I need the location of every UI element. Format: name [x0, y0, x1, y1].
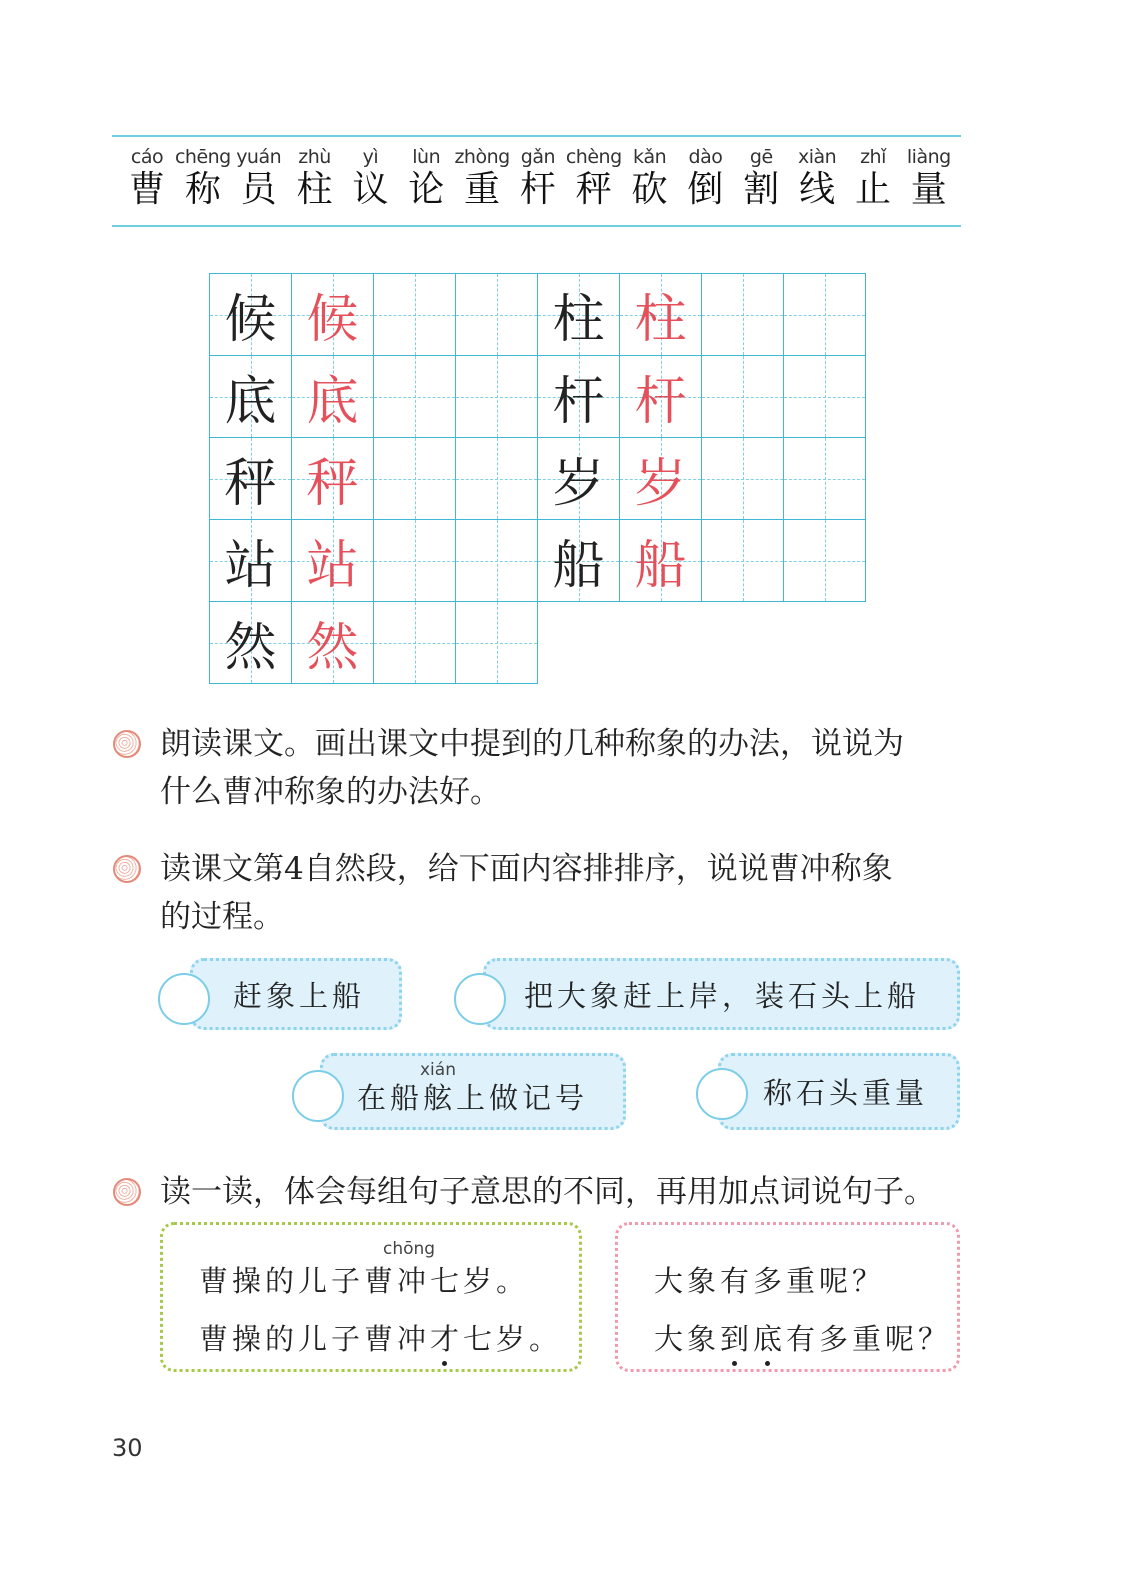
pinyin: xiàn: [798, 146, 837, 168]
model-character: 杆: [552, 372, 605, 432]
dotted-char: 底: [753, 1322, 787, 1356]
writing-cell: [292, 602, 374, 684]
hanzi: 倒: [687, 169, 724, 210]
option-text: 在船舷上做记号: [357, 1081, 589, 1115]
vocab-word: [734, 146, 788, 212]
option-text: 把大象赶上岸，装石头上船: [524, 978, 921, 1013]
writing-cell: [292, 274, 374, 356]
option-card: [483, 958, 960, 1030]
vocab-word: [288, 146, 342, 212]
writing-cell: [784, 274, 866, 356]
question-2-line-1: 读课文第4自然段，给下面内容排排序，说说曹冲称象: [160, 851, 893, 887]
writing-cell: [210, 520, 292, 602]
writing-cell: [702, 520, 784, 602]
writing-cell: [210, 602, 292, 684]
question-1-line-2: 什么曹冲称象的办法好。: [160, 774, 501, 810]
pinyin: yì: [362, 146, 379, 168]
option-text: 赶象上船: [233, 978, 366, 1013]
writing-cell: [784, 520, 866, 602]
vocab-word: [790, 146, 844, 212]
pinyin: chēng: [174, 146, 231, 168]
vocab-word: [232, 146, 286, 212]
writing-cell: [538, 438, 620, 520]
writing-cell: [456, 356, 538, 438]
hanzi: 论: [408, 169, 445, 210]
page-number: 30: [112, 1434, 143, 1462]
model-character: 船: [552, 536, 605, 596]
question-1-line-1: 朗读课文。画出课文中提到的几种称象的办法，说说为: [160, 726, 904, 762]
vocab-word: [511, 146, 565, 212]
trace-character: 候: [306, 290, 359, 350]
option-card: [718, 1053, 960, 1130]
pinyin: gē: [749, 146, 773, 168]
dotted-word: [720, 1322, 786, 1356]
writing-cell: [456, 274, 538, 356]
option-card: [190, 958, 402, 1030]
divider-bottom: [112, 225, 961, 227]
hanzi: 止: [854, 169, 891, 210]
sentence-part: 有多重呢？: [786, 1322, 952, 1356]
sentence-part: 曹操的儿子曹冲: [199, 1322, 431, 1356]
writing-cell: [620, 438, 702, 520]
vocab-word: [120, 146, 174, 212]
seal-bullet-icon: [113, 1178, 141, 1206]
writing-cell: [456, 602, 538, 684]
vocab-word: [846, 146, 900, 212]
sentence: 曹操的儿子曹冲七岁。: [199, 1264, 530, 1298]
sentence: [199, 1317, 562, 1358]
hanzi: 员: [240, 169, 277, 210]
model-character: 底: [224, 372, 277, 432]
order-circle-input[interactable]: [454, 973, 506, 1025]
pinyin-annotation: xián: [420, 1060, 456, 1080]
vocab-word: [455, 146, 509, 212]
hanzi: 曹: [128, 169, 165, 210]
question-3: [160, 1168, 970, 1216]
writing-cell: [538, 274, 620, 356]
trace-character: 杆: [634, 372, 687, 432]
writing-cell: [210, 356, 292, 438]
writing-cell: [538, 356, 620, 438]
vocab-word: [902, 146, 956, 212]
sentence-box-2: [615, 1222, 960, 1372]
question-3-line-1: 读一读，体会每组句子意思的不同，再用加点词说句子。: [160, 1174, 935, 1210]
model-character: 岁: [552, 454, 605, 514]
model-character: 柱: [552, 290, 605, 350]
writing-cell: [292, 520, 374, 602]
trace-character: 柱: [634, 290, 687, 350]
option-text: 称石头重量: [763, 1076, 929, 1110]
trace-character: 然: [306, 618, 359, 678]
order-circle-input[interactable]: [696, 1068, 748, 1120]
order-circle-input[interactable]: [158, 973, 210, 1025]
vocab-word: [623, 146, 677, 212]
model-character: 候: [224, 290, 277, 350]
vocab-word: [678, 146, 732, 212]
question-2-line-2: 的过程。: [160, 899, 284, 935]
hanzi: 量: [910, 169, 947, 210]
writing-cell: [210, 274, 292, 356]
pinyin: dào: [688, 146, 723, 168]
writing-cell: [620, 520, 702, 602]
trace-character: 船: [634, 536, 687, 596]
pinyin: cáo: [130, 146, 164, 168]
writing-cell: [210, 438, 292, 520]
pinyin: lùn: [412, 146, 441, 168]
writing-cell: [456, 520, 538, 602]
seal-bullet-icon: [113, 730, 141, 758]
writing-cell: [292, 438, 374, 520]
question-2: [160, 845, 970, 941]
hanzi: 议: [352, 169, 389, 210]
writing-cell: [456, 438, 538, 520]
vocab-word: [399, 146, 453, 212]
hanzi: 割: [743, 169, 780, 210]
hanzi: 重: [464, 169, 501, 210]
vocab-word: [567, 146, 621, 212]
model-character: 然: [224, 618, 277, 678]
vocab-word: [343, 146, 397, 212]
pinyin: zhòng: [454, 146, 510, 168]
vocabulary-list: [120, 146, 956, 212]
pinyin: kǎn: [632, 146, 667, 168]
writing-cell: [538, 520, 620, 602]
writing-cell: [620, 274, 702, 356]
hanzi: 秤: [575, 169, 612, 210]
trace-character: 秤: [306, 454, 359, 514]
divider-top: [112, 135, 961, 137]
writing-cell: [374, 602, 456, 684]
pinyin: chèng: [565, 146, 622, 168]
question-1: [160, 720, 970, 816]
model-character: 秤: [224, 454, 277, 514]
writing-cell: [784, 356, 866, 438]
trace-character: 岁: [634, 454, 687, 514]
writing-cell: [374, 274, 456, 356]
hanzi: 杆: [519, 169, 556, 210]
writing-cell: [620, 356, 702, 438]
writing-cell: [702, 438, 784, 520]
writing-cell: [702, 356, 784, 438]
order-circle-input[interactable]: [292, 1070, 344, 1122]
hanzi: 砍: [631, 169, 668, 210]
dotted-char: 到: [720, 1322, 754, 1356]
pinyin: zhù: [298, 146, 331, 168]
sentence-part: 大象: [654, 1322, 721, 1356]
writing-grid-left: [209, 273, 538, 684]
sentence-box-1: [160, 1222, 582, 1372]
option-card: [320, 1053, 626, 1130]
pinyin: liàng: [906, 146, 951, 168]
hanzi: 称: [184, 169, 221, 210]
pinyin: yuán: [236, 146, 282, 168]
writing-cell: [374, 438, 456, 520]
sentence: [654, 1317, 951, 1358]
sentence: 大象有多重呢？: [654, 1264, 886, 1298]
pinyin-annotation: chōng: [383, 1239, 436, 1259]
trace-character: 站: [306, 536, 359, 596]
pinyin: gǎn: [520, 146, 556, 168]
model-character: 站: [224, 536, 277, 596]
writing-grid-right: [537, 273, 866, 602]
trace-character: 底: [306, 372, 359, 432]
writing-cell: [784, 438, 866, 520]
dotted-word: 才: [430, 1322, 464, 1356]
writing-cell: [374, 520, 456, 602]
vocab-word: [176, 146, 230, 212]
writing-cell: [702, 274, 784, 356]
writing-cell: [374, 356, 456, 438]
hanzi: 线: [799, 169, 836, 210]
pinyin: zhǐ: [860, 146, 886, 168]
seal-bullet-icon: [113, 855, 141, 883]
sentence-part: 七岁。: [463, 1322, 563, 1356]
hanzi: 柱: [296, 169, 333, 210]
writing-cell: [292, 356, 374, 438]
